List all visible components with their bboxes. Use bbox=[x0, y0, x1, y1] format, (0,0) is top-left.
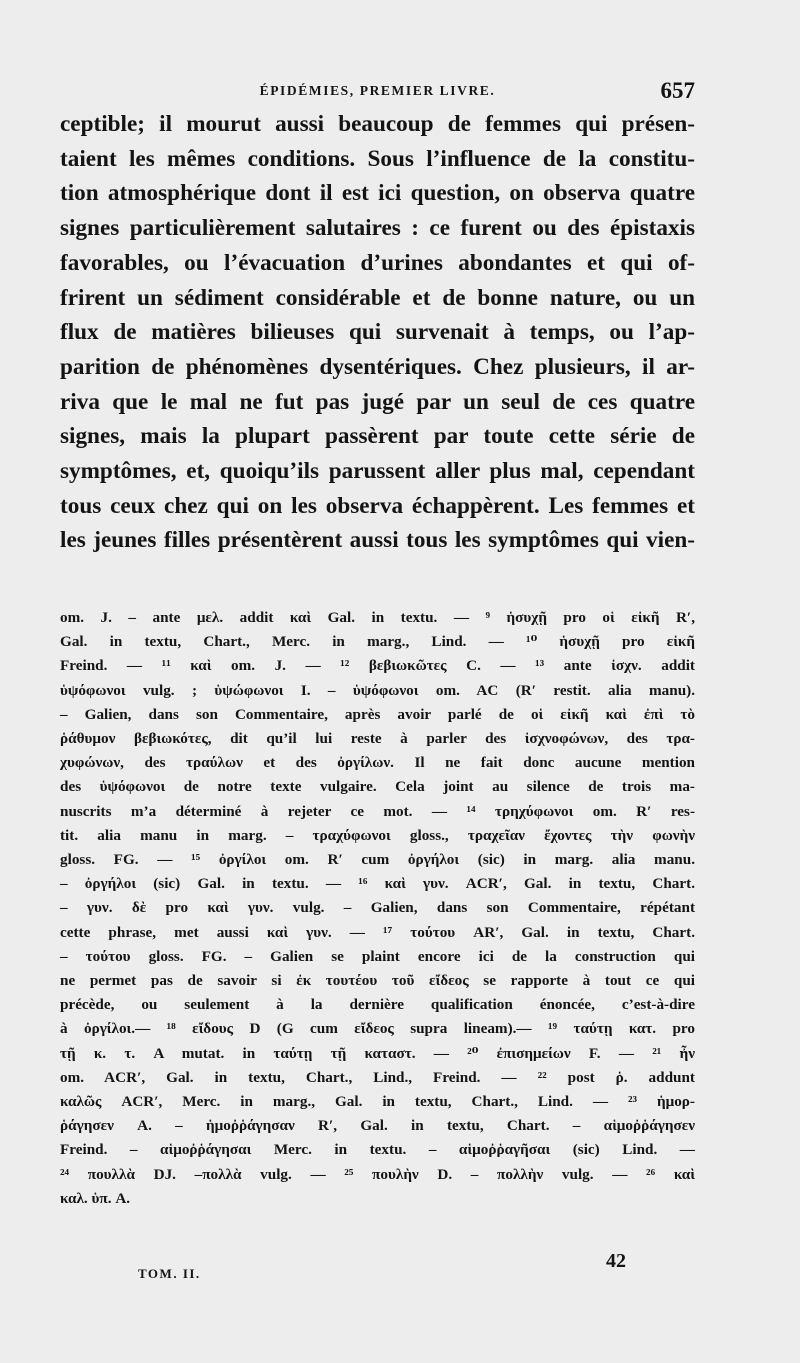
note-line: – ὀργήλοι (sic) Gal. in textu. — ¹⁶ καὶ γυν. ACR′, Gal. in textu, Chart. bbox=[60, 875, 695, 893]
note-line: gloss. FG. — ¹⁵ ὀργίλοι om. R′ cum ὀργήλοι (sic) in marg. alia manu. bbox=[60, 851, 695, 869]
note-line: om. ACR′, Gal. in textu, Chart., Lind., Freind. — ²² post ῥ. addunt bbox=[60, 1068, 695, 1086]
note-line: om. J. – ante μελ. addit καὶ Gal. in textu. — ⁹ ἡσυχῇ pro οἱ εἰκῆ R′, bbox=[60, 609, 695, 626]
running-title: ÉPIDÉMIES, PREMIER LIVRE. bbox=[259, 83, 496, 98]
text-line: ceptible; il mourut aussi beaucoup de femmes qui présen- bbox=[60, 111, 695, 137]
note-line: des ὑψόφωνοι de notre texte vulgaire. Cela joint au silence de trois ma- bbox=[60, 778, 695, 796]
gathering-number: 42 bbox=[606, 1250, 626, 1272]
page-header bbox=[60, 78, 695, 108]
note-line: Gal. in textu, Chart., Merc. in marg., Lind. — ¹⁰ ἡσυχῇ pro εἰκῆ bbox=[60, 633, 695, 651]
text-line: symptômes, et, quoiqu’ils parussent aller plus mal, cependant bbox=[60, 458, 695, 485]
text-line: flux de matières bilieuses qui survenait à temps, ou l’ap- bbox=[60, 319, 695, 346]
main-text bbox=[60, 107, 695, 558]
note-line: Freind. – αἱμοῤῥάγησαι Merc. in textu. – αἱμοῤῥαγῆσαι (sic) Lind. — bbox=[60, 1141, 695, 1159]
note-line: τῇ κ. τ. A mutat. in ταύτῃ τῇ καταστ. — ²⁰ ἐπισημείων F. — ²¹ ἦν bbox=[60, 1044, 695, 1062]
note-line: ²⁴ πουλλὰ DJ. –πολλὰ vulg. — ²⁵ πουλὴν D. – πολλὴν vulg. — ²⁶ καὶ bbox=[60, 1165, 695, 1183]
page-footer bbox=[60, 1250, 695, 1292]
note-line: à ὀργίλοι.— ¹⁸ εἴδους D (G cum εἴδεος supra lineam).— ¹⁹ ταύτῃ κατ. pro bbox=[60, 1020, 695, 1038]
note-line: cette phrase, met aussi καὶ γυν. — ¹⁷ τούτου AR′, Gal. in textu, Chart. bbox=[60, 923, 695, 941]
note-line: ne permet pas de savoir si ἐκ τουτέου τοῦ εἴδεος se rapporte à tout ce qui bbox=[60, 972, 695, 990]
note-line: ῥάθυμον βεβιωκότες, dit qu’il lui reste à parler des ἰσχνοφώνων, des τρα- bbox=[60, 730, 695, 748]
text-line: les jeunes filles présentèrent aussi tous les symptômes qui vien- bbox=[60, 527, 695, 554]
note-line: précède, ou seulement à la dernière qualification énoncée, c’est-à-dire bbox=[60, 996, 695, 1014]
note-line: καλ. ὑπ. A. bbox=[60, 1189, 131, 1207]
note-line: nuscrits m’a déterminé à rejeter ce mot. — ¹⁴ τρηχύφωνοι om. R′ res- bbox=[60, 802, 695, 820]
text-line: riva que le mal ne fut pas jugé par un seul de ces quatre bbox=[60, 388, 695, 415]
text-line: frirent un sédiment considérable et de bonne nature, ou un bbox=[60, 284, 695, 311]
text-line: tion atmosphérique dont il est ici question, on observa quatre bbox=[60, 180, 695, 207]
note-line: ῥάγησεν A. – ἡμοῤῥάγησαν R′, Gal. in textu, Chart. – αἱμοῤῥάγησεν bbox=[60, 1117, 695, 1135]
text-line: signes particulièrement salutaires : ce furent ou des épistaxis bbox=[60, 215, 695, 242]
page-number: 657 bbox=[660, 78, 695, 103]
text-line: favorables, ou l’évacuation d’urines abondantes et qui of- bbox=[60, 249, 695, 276]
note-line: – γυν. δὲ pro καὶ γυν. vulg. – Galien, dans son Commentaire, répétant bbox=[60, 899, 695, 917]
text-line: taient les mêmes conditions. Sous l’influence de la constitu- bbox=[60, 145, 695, 172]
text-line: signes, mais la plupart passèrent par toute cette série de bbox=[60, 423, 695, 450]
note-line: – τούτου gloss. FG. – Galien se plaint encore ici de la construction qui bbox=[60, 947, 695, 965]
volume-signature: TOM. II. bbox=[138, 1266, 201, 1281]
note-line: ὑψόφωνοι vulg. ; ὑψώφωνοι I. – ὑψόφωνοι om. AC (R′ restit. alia manu). bbox=[60, 681, 695, 699]
note-line: – Galien, dans son Commentaire, après avoir parlé de οἱ εἰκῆ καὶ ἐπὶ τὸ bbox=[60, 705, 695, 723]
note-line: tit. alia manu in marg. – τραχύφωνοι gloss., τραχεῖαν ἔχοντες τὴν φωνὴν bbox=[60, 826, 695, 844]
note-line: καλῶς ACR′, Merc. in marg., Gal. in textu, Chart., Lind. — ²³ ἡμορ- bbox=[60, 1093, 695, 1111]
text-line: tous ceux chez qui on les observa échappèrent. Les femmes et bbox=[60, 492, 695, 519]
note-line: Freind. — ¹¹ καὶ om. J. — ¹² βεβιωκῶτες C. — ¹³ ante ἰσχν. addit bbox=[60, 657, 695, 675]
note-line: χυφώνων, des τραύλων et des ὀργίλων. Il ne fait donc aucune mention bbox=[60, 754, 695, 772]
text-line: parition de phénomènes dysentériques. Chez plusieurs, il ar- bbox=[60, 353, 695, 380]
critical-apparatus-notes bbox=[60, 606, 695, 1211]
